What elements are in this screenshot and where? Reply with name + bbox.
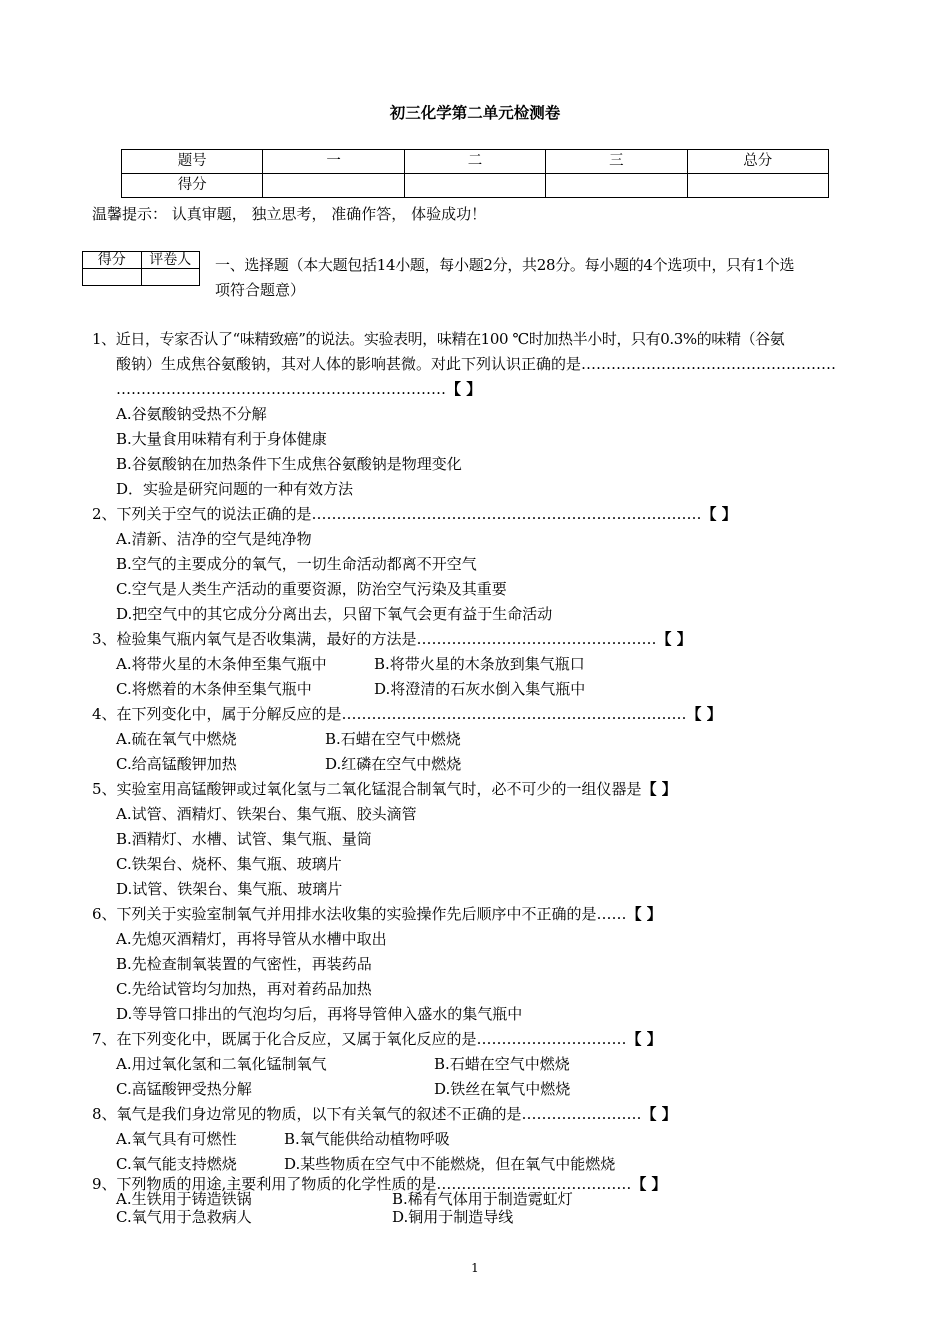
answer-bracket: 【 】 xyxy=(701,505,737,523)
question-7-stem xyxy=(92,1029,662,1049)
question-3-option-b: B.将带火星的木条放到集气瓶口 xyxy=(374,655,585,673)
score-header-cell: 一 xyxy=(263,150,404,174)
question-4-option-d: D.红磷在空气中燃烧 xyxy=(325,755,462,773)
question-2-option-b: B.空气的主要成分的氧气，一切生命活动都离不开空气 xyxy=(116,555,477,573)
question-4-option-c: C.给高锰酸钾加热 xyxy=(116,755,237,773)
question-4-option-a: A.硫在氧气中燃烧 xyxy=(116,730,237,748)
question-3-option-d: D.将澄清的石灰水倒入集气瓶中 xyxy=(374,680,586,698)
score-table-score-row xyxy=(122,174,829,198)
answer-bracket: 【 】 xyxy=(641,1105,677,1123)
question-8-option-a: A.氧气具有可燃性 xyxy=(116,1130,237,1148)
score-header-cell: 三 xyxy=(546,150,687,174)
question-7-text: 7、在下列变化中，既属于化合反应，又属于氧化反应的是………………………… xyxy=(92,1030,627,1048)
question-1-line1: 1、近日，专家否认了“味精致癌”的说法。实验表明，味精在100 ℃时加热半小时，只有0.3%的味精（谷氨 xyxy=(92,330,785,348)
score-header-cell: 题号 xyxy=(122,150,263,174)
question-7-option-b: B.石蜡在空气中燃烧 xyxy=(434,1055,570,1073)
score-cell xyxy=(687,174,828,198)
answer-bracket: 【 】 xyxy=(686,705,722,723)
question-5-option-d: D.试管、铁架台、集气瓶、玻璃片 xyxy=(116,880,343,898)
score-table-header-row xyxy=(122,150,829,174)
score-header-cell: 总分 xyxy=(687,150,828,174)
page-number: 1 xyxy=(471,1261,479,1275)
question-8-option-d: D.某些物质在空气中不能燃烧，但在氧气中能燃烧 xyxy=(284,1155,616,1173)
grader-name-cell xyxy=(141,269,200,286)
grader-label: 评卷人 xyxy=(141,252,200,269)
question-2-option-c: C.空气是人类生产活动的重要资源，防治空气污染及其重要 xyxy=(116,580,507,598)
question-6-option-a: A.先熄灭酒精灯，再将导管从水槽中取出 xyxy=(116,930,387,948)
question-6-stem xyxy=(92,904,662,924)
question-3-text: 3、检验集气瓶内氧气是否收集满，最好的方法是………………………………………… xyxy=(92,630,657,648)
score-row-label: 得分 xyxy=(122,174,263,198)
question-2-option-d: D.把空气中的其它成分分离出去，只留下氧气会更有益于生命活动 xyxy=(116,605,553,623)
question-8-option-c: C.氧气能支持燃烧 xyxy=(116,1155,237,1173)
grader-score-label: 得分 xyxy=(83,252,142,269)
question-5-stem xyxy=(92,779,677,799)
question-8-stem xyxy=(92,1104,677,1124)
question-8-option-b: B.氧气能供给动植物呼吸 xyxy=(284,1130,450,1148)
score-cell xyxy=(404,174,545,198)
question-9-option-a: A.生铁用于铸造铁锅 xyxy=(116,1190,252,1208)
score-cell xyxy=(546,174,687,198)
question-6-option-c: C.先给试管均匀加热，再对着药品加热 xyxy=(116,980,372,998)
question-9-option-c: C.氧气用于急救病人 xyxy=(116,1208,252,1226)
question-2-option-a: A.清新、洁净的空气是纯净物 xyxy=(116,530,312,548)
question-9-option-d: D.铜用于制造导线 xyxy=(392,1208,514,1226)
question-2-stem xyxy=(92,504,737,524)
section-heading-line1: 一、选择题（本大题包括14小题，每小题2分，共28分。每小题的4个选项中，只有1个选 xyxy=(215,256,795,274)
question-5-option-a: A.试管、酒精灯、铁架台、集气瓶、胶头滴管 xyxy=(116,805,417,823)
score-table xyxy=(121,149,829,198)
question-6-option-b: B.先检查制氧装置的气密性，再装药品 xyxy=(116,955,372,973)
question-4-text: 4、在下列变化中，属于分解反应的是…………………………………………………………… xyxy=(92,705,687,723)
question-4-option-b: B.石蜡在空气中燃烧 xyxy=(325,730,461,748)
question-8-text: 8、氧气是我们身边常见的物质，以下有关氧气的叙述不正确的是…………………… xyxy=(92,1105,642,1123)
answer-bracket: 【 】 xyxy=(641,780,677,798)
question-1-option-c: B.谷氨酸钠在加热条件下生成焦谷氨酸钠是物理变化 xyxy=(116,455,462,473)
question-5-option-c: C.铁架台、烧杯、集气瓶、玻璃片 xyxy=(116,855,342,873)
section-heading-line2: 项符合题意） xyxy=(215,281,306,299)
question-4-stem xyxy=(92,704,722,724)
question-6-text: 6、下列关于实验室制氧气并用排水法收集的实验操作先后顺序中不正确的是…… xyxy=(92,905,627,923)
question-7-option-a: A.用过氧化氢和二氧化锰制氧气 xyxy=(116,1055,327,1073)
question-1-line3 xyxy=(116,379,481,399)
question-5-text: 5、实验室用高锰酸钾或过氧化氢与二氧化锰混合制氧气时，必不可少的一组仪器是 xyxy=(92,780,642,798)
grader-score-cell xyxy=(83,269,142,286)
answer-bracket: 【 】 xyxy=(626,905,662,923)
question-7-option-d: D.铁丝在氧气中燃烧 xyxy=(434,1080,571,1098)
question-3-option-c: C.将燃着的木条伸至集气瓶中 xyxy=(116,680,312,698)
question-3-stem xyxy=(92,629,692,649)
answer-bracket: 【 】 xyxy=(631,1175,667,1193)
score-cell xyxy=(263,174,404,198)
question-9-option-b: B.稀有气体用于制造霓虹灯 xyxy=(392,1190,573,1208)
question-1-line2: 酸钠）生成焦谷氨酸钠，其对人体的影响甚微。对此下列认识正确的是…………………………………………… xyxy=(116,355,837,373)
question-1-option-a: A.谷氨酸钠受热不分解 xyxy=(116,405,267,423)
answer-bracket: 【 】 xyxy=(656,630,692,648)
question-1-option-b: B.大量食用味精有利于身体健康 xyxy=(116,430,327,448)
question-1-option-d: D．实验是研究问题的一种有效方法 xyxy=(116,480,354,498)
question-2-text: 2、下列关于空气的说法正确的是…………………………………………………………………… xyxy=(92,505,702,523)
question-7-option-c: C.高锰酸钾受热分解 xyxy=(116,1080,252,1098)
question-3-option-a: A.将带火星的木条伸至集气瓶中 xyxy=(116,655,327,673)
question-1-dots: ………………………………………………………… xyxy=(116,380,446,398)
score-header-cell: 二 xyxy=(404,150,545,174)
question-5-option-b: B.酒精灯、水槽、试管、集气瓶、量筒 xyxy=(116,830,372,848)
question-6-option-d: D.等导管口排出的气泡均匀后，再将导管伸入盛水的集气瓶中 xyxy=(116,1005,523,1023)
answer-bracket: 【 】 xyxy=(626,1030,662,1048)
page-title: 初三化学第二单元检测卷 xyxy=(389,103,561,122)
answer-bracket: 【 】 xyxy=(446,380,482,398)
tip-text: 温馨提示： 认真审题， 独立思考， 准确作答， 体验成功！ xyxy=(92,205,487,223)
grader-box xyxy=(82,251,200,286)
question-9-text: 9、下列物质的用途,主要利用了物质的化学性质的是………………………………… xyxy=(92,1175,632,1193)
